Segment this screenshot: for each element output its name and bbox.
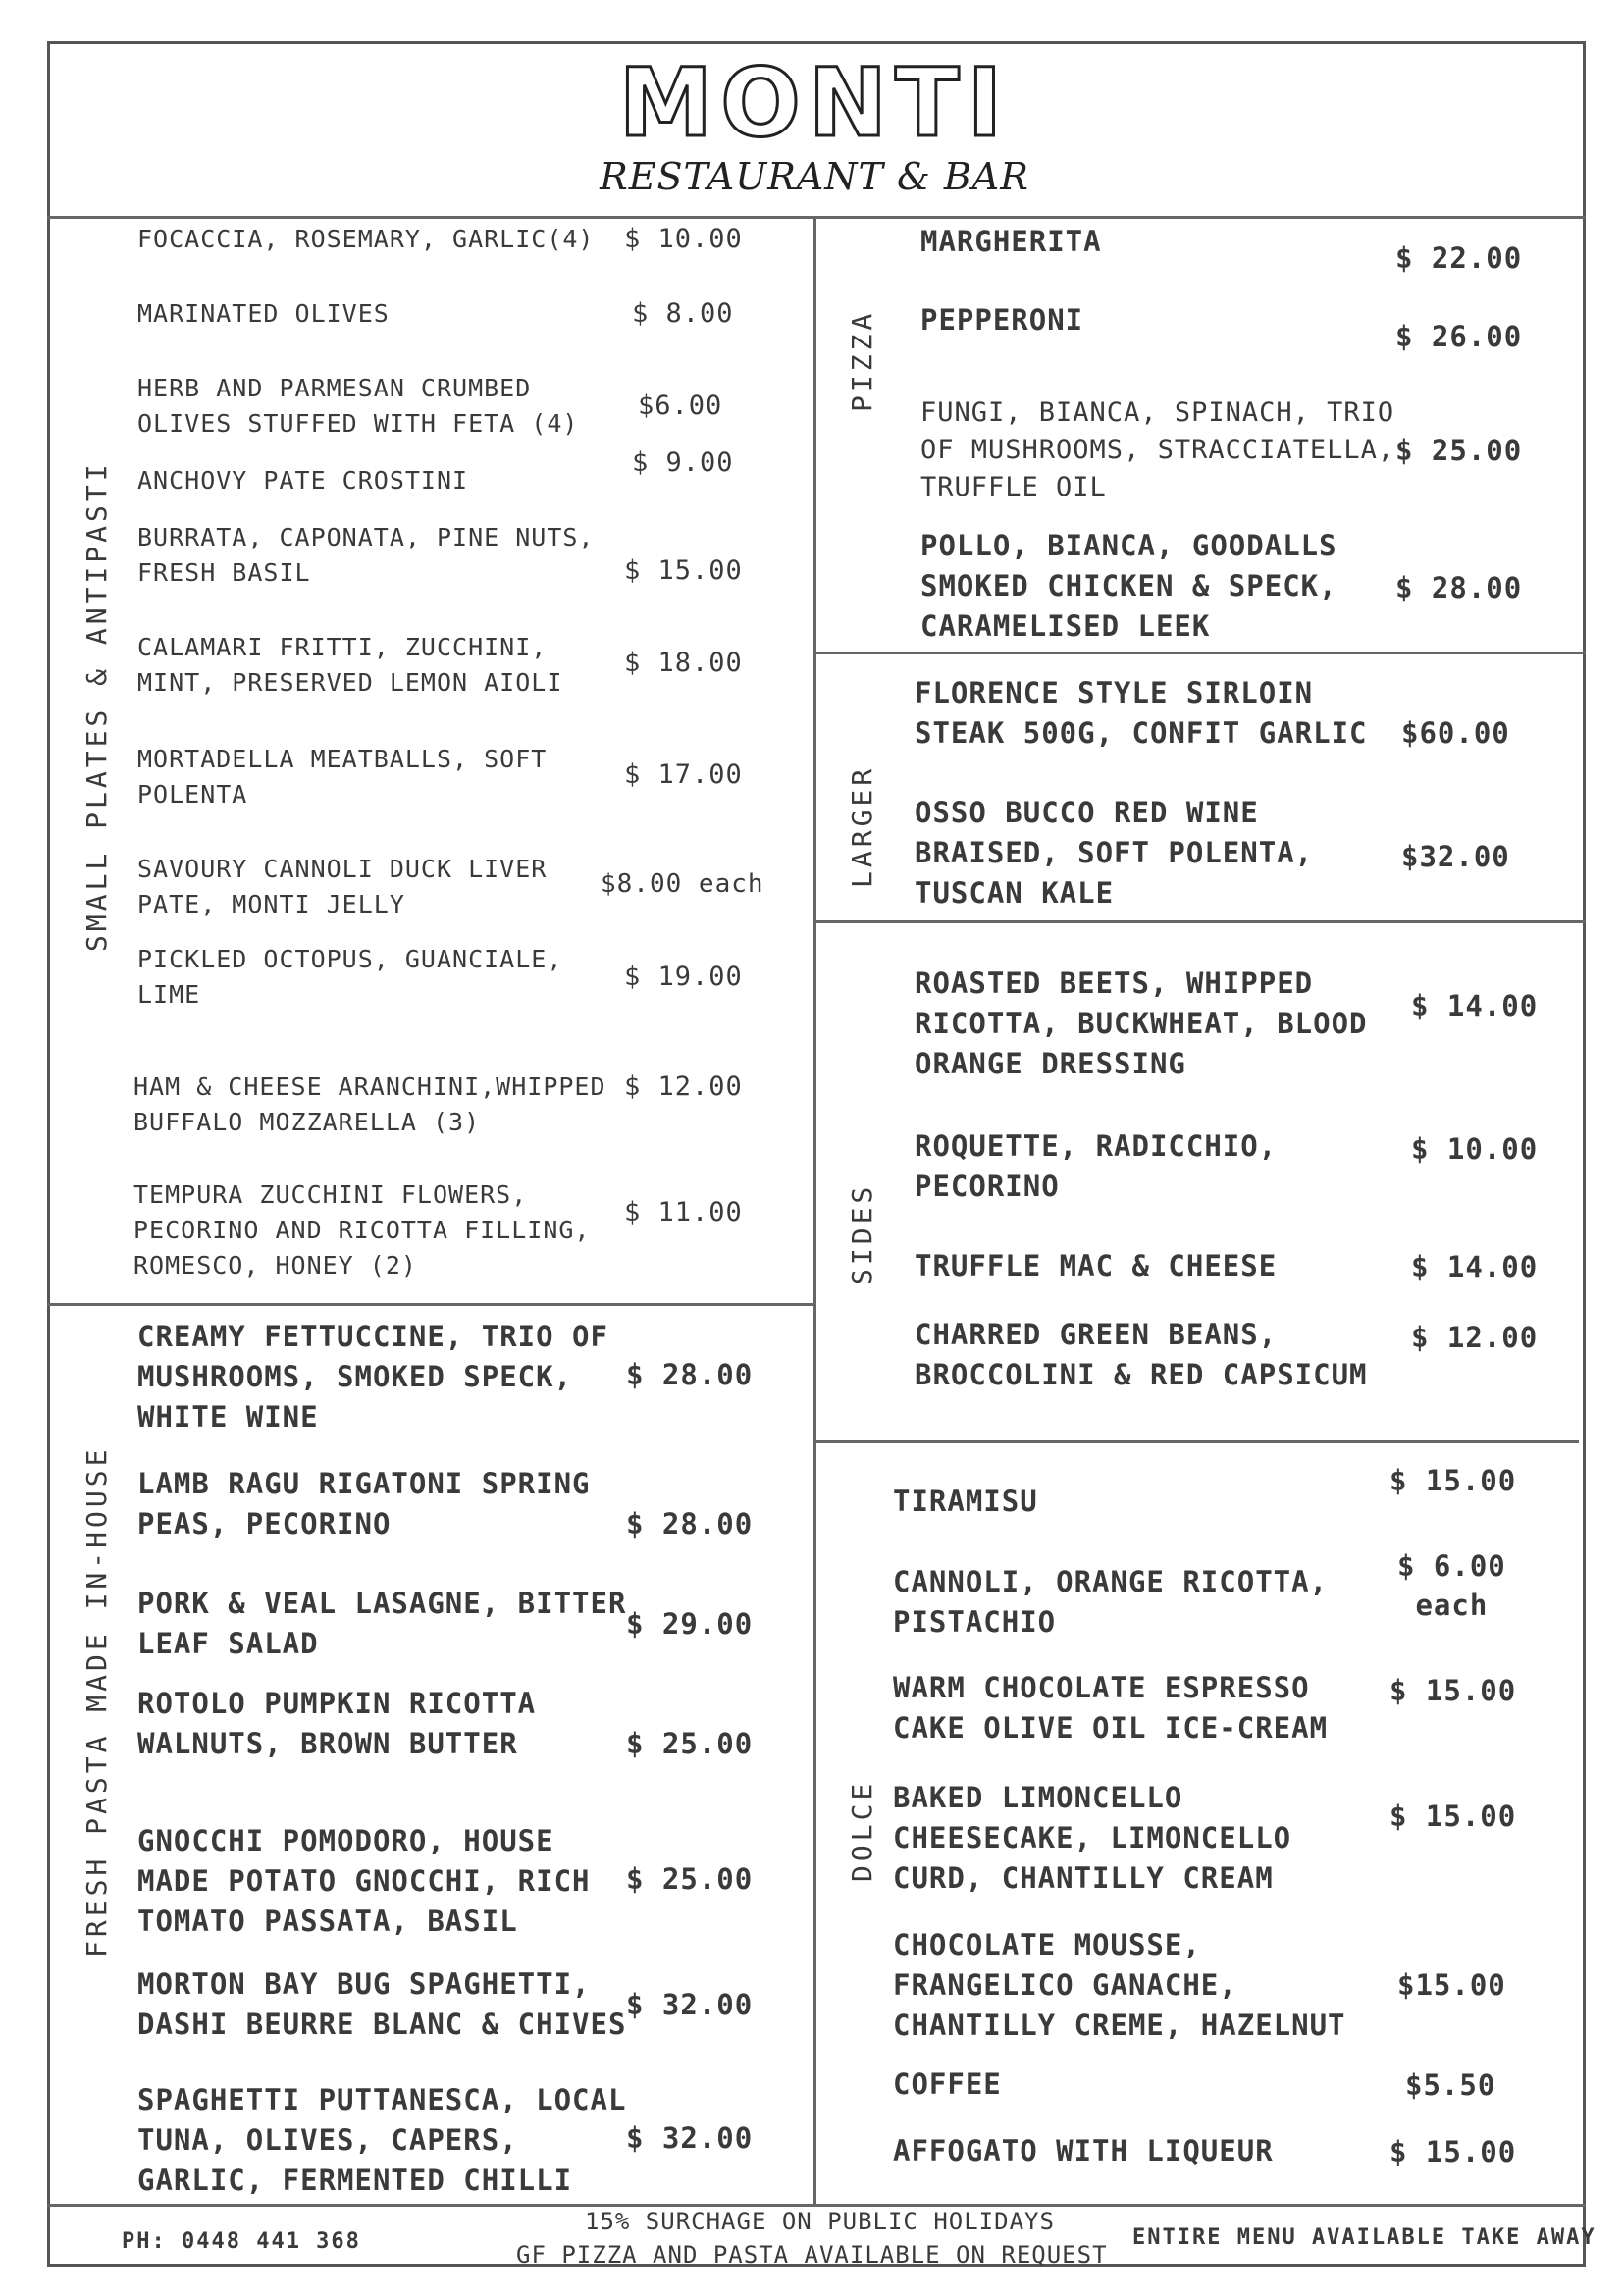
section-label-larger: LARGER <box>846 764 878 888</box>
small-plates-divider <box>47 1303 813 1306</box>
menu-price: $ 14.00 <box>1411 989 1539 1022</box>
menu-price: $ 25.00 <box>626 1727 754 1760</box>
menu-price: $ 11.00 <box>624 1197 743 1227</box>
menu-item: CHARRED GREEN BEANS, BROCCOLINI & RED CAPSICUM <box>915 1318 1368 1391</box>
menu-price: $ 26.00 <box>1395 320 1523 353</box>
menu-item: TEMPURA ZUCCHINI FLOWERS, PECORINO AND RICOTTA FILLING, ROMESCO, HONEY (2) <box>133 1180 591 1279</box>
menu-item: AFFOGATO WITH LIQUEUR <box>893 2134 1274 2167</box>
larger-divider <box>813 920 1586 923</box>
menu-item: HERB AND PARMESAN CRUMBED OLIVES STUFFED WITH FETA (4) <box>137 374 579 438</box>
footer-divider <box>47 2204 1586 2207</box>
header-divider <box>47 216 1586 219</box>
menu-item: BAKED LIMONCELLO CHEESECAKE, LIMONCELLO CURD, CHANTILLY CREAM <box>893 1781 1292 1895</box>
center-divider <box>813 216 816 2206</box>
menu-price: $ 28.00 <box>1395 571 1523 604</box>
menu-item: COFFEE <box>893 2067 1002 2101</box>
menu-price: $ 9.00 <box>632 447 734 478</box>
section-label-pasta: FRESH PASTA MADE IN-HOUSE <box>80 1445 113 1957</box>
footer-surcharge: 15% SURCHAGE ON PUBLIC HOLIDAYS <box>585 2208 1055 2235</box>
menu-item: CANNOLI, ORANGE RICOTTA, PISTACHIO <box>893 1565 1329 1639</box>
tagline: RESTAURANT & BAR <box>600 155 1029 198</box>
menu-price: $ 10.00 <box>1411 1132 1539 1166</box>
menu-item: MARGHERITA <box>920 225 1102 258</box>
menu-item: PORK & VEAL LASAGNE, BITTER LEAF SALAD <box>137 1587 627 1660</box>
monti-logo <box>618 49 1011 157</box>
menu-item: ROASTED BEETS, WHIPPED RICOTTA, BUCKWHEAT, BLOOD ORANGE DRESSING <box>915 966 1368 1080</box>
menu-price: $ 28.00 <box>626 1358 754 1391</box>
pizza-divider <box>813 652 1586 654</box>
menu-price: $15.00 <box>1397 1968 1506 2002</box>
menu-price: $ 6.00 each <box>1397 1549 1506 1622</box>
menu-item: MORTON BAY BUG SPAGHETTI, DASHI BEURRE BLANC & CHIVES <box>137 1967 627 2041</box>
menu-item: CHOCOLATE MOUSSE, FRANGELICO GANACHE, CHANTILLY CREME, HAZELNUT <box>893 1928 1346 2042</box>
footer-gf: GF PIZZA AND PASTA AVAILABLE ON REQUEST <box>516 2241 1108 2269</box>
menu-price: $8.00 each <box>601 869 764 899</box>
footer-phone: PH: 0448 441 368 <box>122 2229 361 2254</box>
menu-price: $ 14.00 <box>1411 1250 1539 1283</box>
menu-price: $ 15.00 <box>1389 1464 1517 1497</box>
menu-price: $ 12.00 <box>624 1071 743 1102</box>
menu-item: CALAMARI FRITTI, ZUCCHINI, MINT, PRESERVED LEMON AIOLI <box>137 633 563 697</box>
menu-price: $ 15.00 <box>1389 2135 1517 2168</box>
section-label-pizza: PIZZA <box>846 309 878 412</box>
menu-item: MORTADELLA MEATBALLS, SOFT POLENTA <box>137 745 548 809</box>
menu-item: HAM & CHEESE ARANCHINI,WHIPPED BUFFALO MOZZARELLA (3) <box>133 1072 606 1136</box>
menu-item: OSSO BUCCO RED WINE BRAISED, SOFT POLENTA, TUSCAN KALE <box>915 796 1314 910</box>
menu-price: $ 29.00 <box>626 1607 754 1641</box>
menu-price: $ 15.00 <box>624 555 743 586</box>
menu-item: LAMB RAGU RIGATONI SPRING PEAS, PECORINO <box>137 1467 591 1540</box>
menu-item: POLLO, BIANCA, GOODALLS SMOKED CHICKEN & SPECK, CARAMELISED LEEK <box>920 529 1337 643</box>
menu-item: SPAGHETTI PUTTANESCA, LOCAL TUNA, OLIVES, CAPERS, GARLIC, FERMENTED CHILLI <box>137 2083 627 2197</box>
menu-item: GNOCCHI POMODORO, HOUSE MADE POTATO GNOCCHI, RICH TOMATO PASSATA, BASIL <box>137 1824 591 1938</box>
menu-item: FLORENCE STYLE SIRLOIN STEAK 500G, CONFIT GARLIC <box>915 676 1368 750</box>
menu-item: FUNGI, BIANCA, SPINACH, TRIO OF MUSHROOMS, STRACCIATELLA, TRUFFLE OIL <box>920 397 1395 502</box>
menu-price: $ 15.00 <box>1389 1674 1517 1707</box>
menu-price: $ 25.00 <box>1395 434 1523 467</box>
menu-price: $ 32.00 <box>626 1988 754 2021</box>
sides-divider <box>813 1440 1579 1443</box>
section-label-dolce: DOLCE <box>846 1779 878 1882</box>
menu-price: $ 12.00 <box>1411 1321 1539 1354</box>
menu-item: CREAMY FETTUCCINE, TRIO OF MUSHROOMS, SMOKED SPECK, WHITE WINE <box>137 1320 608 1434</box>
menu-item: ROQUETTE, RADICCHIO, PECORINO <box>915 1129 1278 1203</box>
menu-price: $ 10.00 <box>624 224 743 254</box>
section-label-sides: SIDES <box>846 1182 878 1285</box>
menu-item: BURRATA, CAPONATA, PINE NUTS, FRESH BASIL <box>137 523 595 587</box>
menu-item: TIRAMISU <box>893 1485 1038 1518</box>
menu-price: $ 28.00 <box>626 1507 754 1540</box>
menu-price: $6.00 <box>638 391 723 421</box>
menu-item: PICKLED OCTOPUS, GUANCIALE, LIME <box>137 945 563 1009</box>
menu-price: $ 15.00 <box>1389 1800 1517 1833</box>
menu-price: $60.00 <box>1401 716 1510 750</box>
menu-item: ROTOLO PUMPKIN RICOTTA WALNUTS, BROWN BUTTER <box>137 1687 537 1760</box>
section-label-small-plates: SMALL PLATES & ANTIPASTI <box>80 460 113 952</box>
menu-price: $ 8.00 <box>632 298 734 329</box>
menu-item: PEPPERONI <box>920 303 1084 337</box>
menu-price: $ 18.00 <box>624 648 743 678</box>
menu-item: WARM CHOCOLATE ESPRESSO CAKE OLIVE OIL ICE-CREAM <box>893 1671 1329 1745</box>
menu-price: $ 25.00 <box>626 1862 754 1896</box>
footer-takeaway: ENTIRE MENU AVAILABLE TAKE AWAY <box>1132 2225 1597 2250</box>
menu-item: ANCHOVY PATE CROSTINI <box>137 466 469 495</box>
menu-item: MARINATED OLIVES <box>137 299 390 328</box>
menu-item: TRUFFLE MAC & CHEESE <box>915 1249 1278 1282</box>
menu-price: $32.00 <box>1401 840 1510 873</box>
menu-price: $ 32.00 <box>626 2121 754 2155</box>
menu-item: SAVOURY CANNOLI DUCK LIVER PATE, MONTI JELLY <box>137 855 548 918</box>
logo-text: MONTI <box>618 48 1011 158</box>
menu-price: $ 17.00 <box>624 759 743 790</box>
menu-price: $ 22.00 <box>1395 241 1523 275</box>
menu-price: $ 19.00 <box>624 962 743 992</box>
menu-price: $5.50 <box>1405 2068 1496 2102</box>
menu-item: FOCACCIA, ROSEMARY, GARLIC(4) <box>137 225 595 253</box>
